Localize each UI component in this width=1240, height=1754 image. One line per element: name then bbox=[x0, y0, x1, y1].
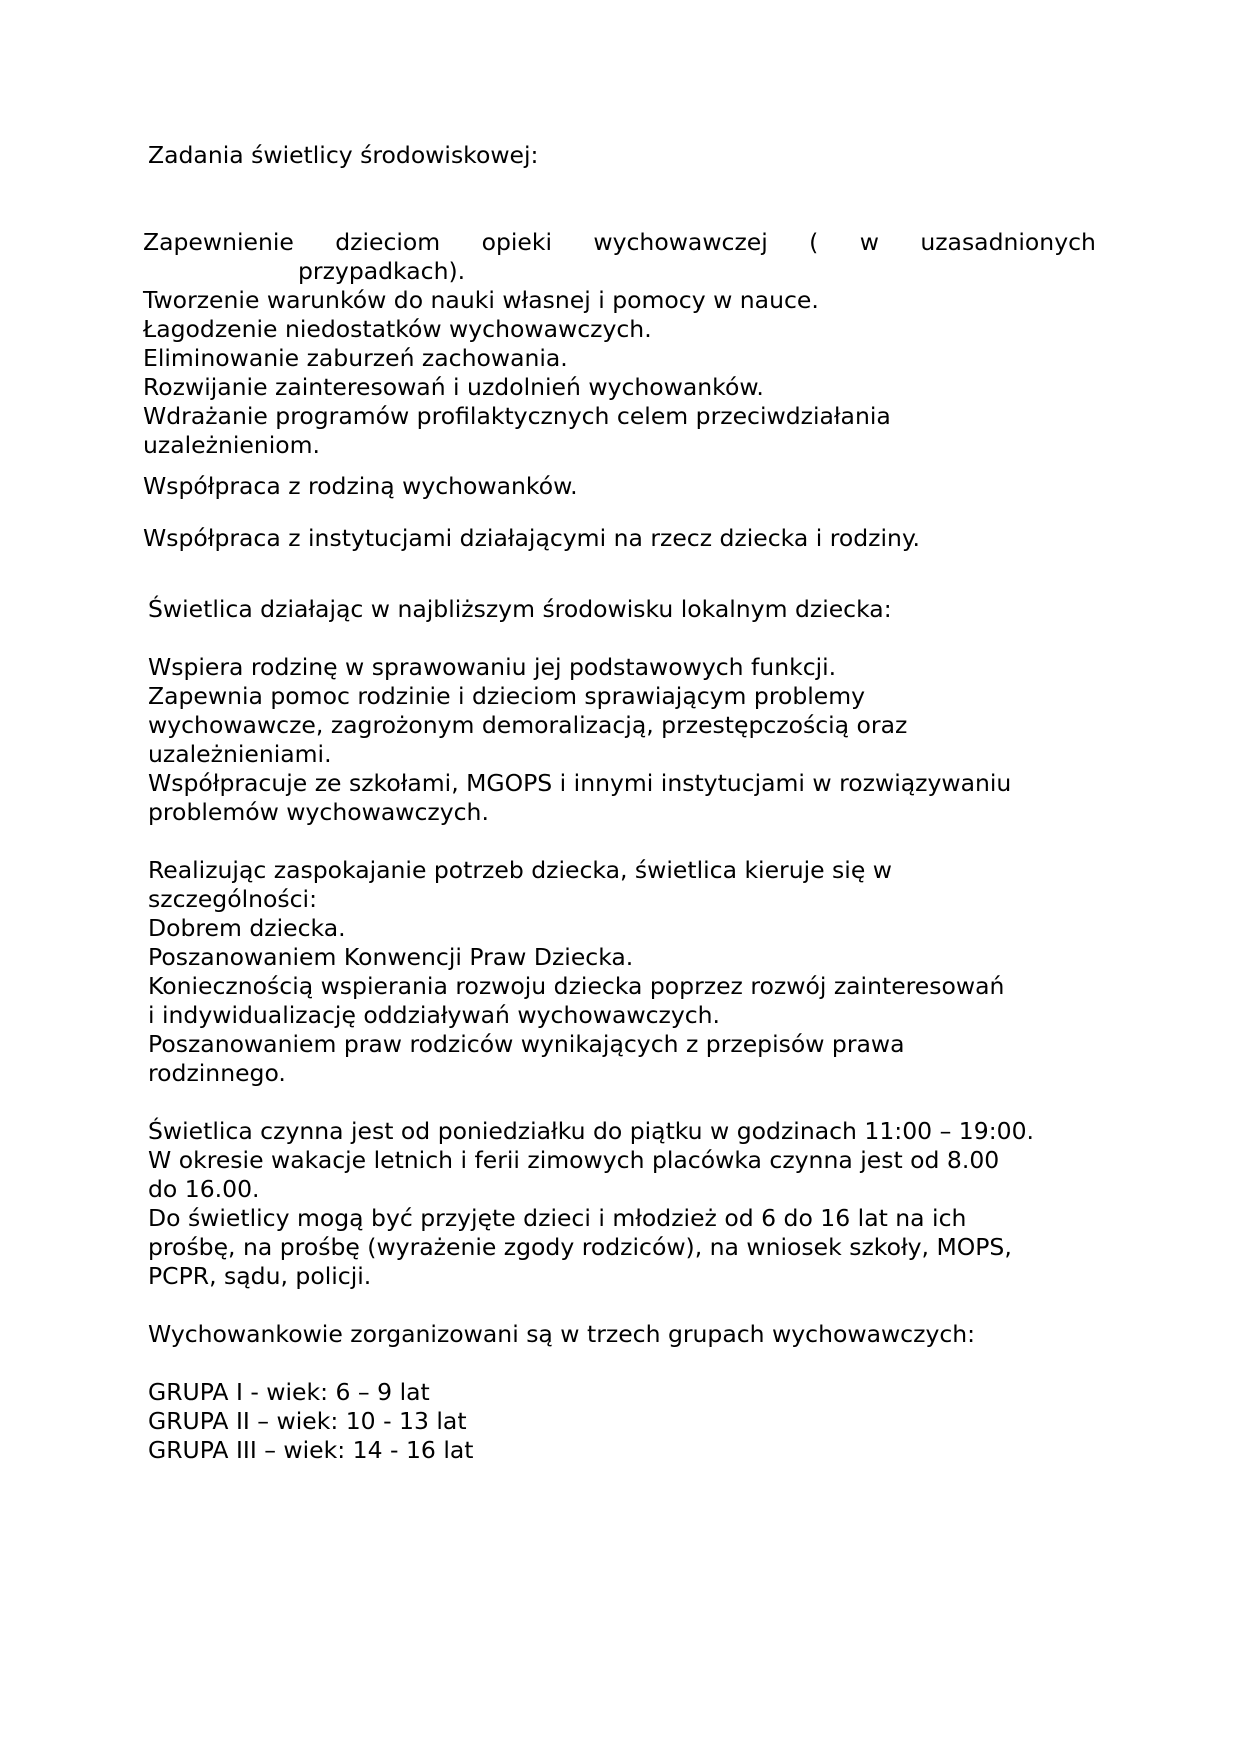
opening-hours-line: W okresie wakacje letnich i ferii zimowych placówka czynna jest od 8.00 bbox=[148, 1146, 1000, 1174]
group-item: GRUPA I - wiek: 6 – 9 lat bbox=[148, 1378, 430, 1406]
paragraph-line: Dobrem dziecka. bbox=[148, 914, 346, 942]
group-item: GRUPA III – wiek: 14 - 16 lat bbox=[148, 1436, 474, 1464]
admission-line: Do świetlicy mogą być przyjęte dzieci i młodzież od 6 do 16 lat na ich bbox=[148, 1204, 967, 1232]
task-item-care-word: opieki bbox=[481, 228, 552, 256]
paragraph-line: Koniecznością wspierania rozwoju dziecka poprzez rozwój zainteresowań bbox=[148, 972, 1005, 1000]
paragraph-line: Poszanowaniem Konwencji Praw Dziecka. bbox=[148, 943, 634, 971]
paragraph-line: Zapewnia pomoc rodzinie i dzieciom sprawiającym problemy bbox=[148, 682, 866, 710]
task-item-care-word: wychowawczej bbox=[593, 228, 768, 256]
paragraph-line: wychowawcze, zagrożonym demoralizacją, przestępczością oraz bbox=[148, 711, 908, 739]
task-item-care-word: uzasadnionych bbox=[920, 228, 1096, 256]
groups-intro: Wychowankowie zorganizowani są w trzech grupach wychowawczych: bbox=[148, 1320, 976, 1348]
paragraph-line: Współpracuje ze szkołami, MGOPS i innymi instytucjami w rozwiązywaniu bbox=[148, 769, 1012, 797]
paragraph-line: szczególności: bbox=[148, 885, 317, 913]
task-item: Łagodzenie niedostatków wychowawczych. bbox=[143, 315, 652, 343]
task-item-care-continuation: przypadkach). bbox=[298, 257, 466, 285]
admission-line: PCPR, sądu, policji. bbox=[148, 1262, 372, 1290]
task-item-prevention-continuation: uzależnieniom. bbox=[143, 431, 320, 459]
admission-line: prośbę, na prośbę (wyrażenie zgody rodziców), na wniosek szkoły, MOPS, bbox=[148, 1233, 1012, 1261]
task-item: Eliminowanie zaburzeń zachowania. bbox=[143, 344, 568, 372]
task-item-care-word: w bbox=[859, 228, 879, 256]
task-item-care bbox=[143, 228, 1096, 257]
paragraph-line: Poszanowaniem praw rodziców wynikających z przepisów prawa bbox=[148, 1030, 905, 1058]
task-item: Rozwijanie zainteresowań i uzdolnień wychowanków. bbox=[143, 373, 764, 401]
paragraph-line: rodzinnego. bbox=[148, 1059, 286, 1087]
group-item: GRUPA II – wiek: 10 - 13 lat bbox=[148, 1407, 467, 1435]
section-heading-tasks: Zadania świetlicy środowiskowej: bbox=[148, 141, 539, 169]
opening-hours-line: Świetlica czynna jest od poniedziałku do piątku w godzinach 11:00 – 19:00. bbox=[148, 1117, 1035, 1145]
task-item-care-word: Zapewnienie bbox=[143, 228, 294, 256]
task-item-care-word: dzieciom bbox=[335, 228, 441, 256]
task-item-institutions: Współpraca z instytucjami działającymi na rzecz dziecka i rodziny. bbox=[143, 524, 920, 552]
paragraph-line: i indywidualizację oddziaływań wychowawczych. bbox=[148, 1001, 721, 1029]
paragraph-line: problemów wychowawczych. bbox=[148, 798, 489, 826]
task-item-care-word: ( bbox=[809, 228, 819, 256]
task-item: Tworzenie warunków do nauki własnej i pomocy w nauce. bbox=[143, 286, 819, 314]
paragraph-line: Wspiera rodzinę w sprawowaniu jej podstawowych funkcji. bbox=[148, 653, 837, 681]
paragraph-line: Realizując zaspokajanie potrzeb dziecka, świetlica kieruje się w bbox=[148, 856, 892, 884]
paragraph-line: uzależnieniami. bbox=[148, 740, 332, 768]
opening-hours-line: do 16.00. bbox=[148, 1175, 260, 1203]
task-item-prevention: Wdrażanie programów profilaktycznych celem przeciwdziałania bbox=[143, 402, 891, 430]
task-item-family: Współpraca z rodziną wychowanków. bbox=[143, 472, 578, 500]
section-heading-local-activity: Świetlica działając w najbliższym środowisku lokalnym dziecka: bbox=[148, 595, 892, 623]
